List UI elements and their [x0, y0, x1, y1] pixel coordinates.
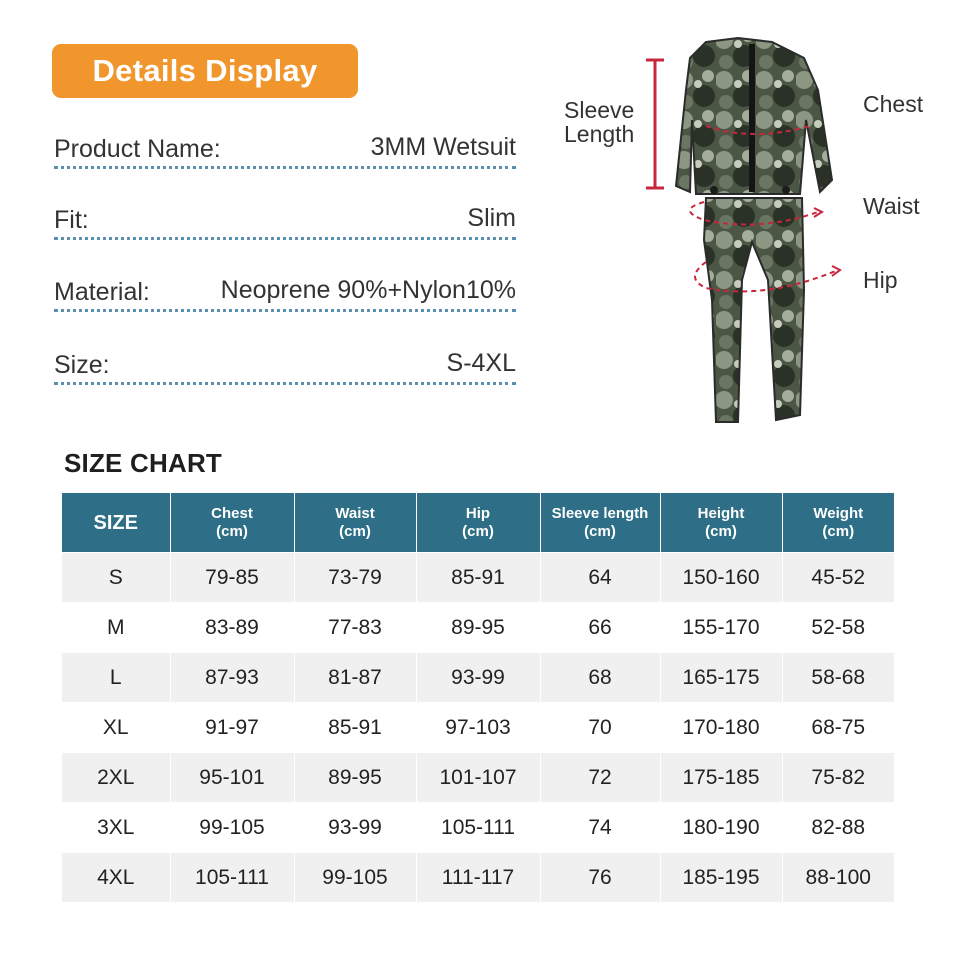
detail-key: Product Name: [54, 135, 221, 163]
column-header [540, 493, 660, 553]
table-cell: 93-99 [294, 803, 416, 853]
table-cell: 73-79 [294, 553, 416, 603]
column-name: SIZE [93, 511, 138, 534]
column-unit: (cm) [584, 522, 616, 540]
waist-label: Waist [863, 193, 920, 219]
size-cell: L [62, 653, 170, 703]
chest-label: Chest [863, 91, 924, 117]
table-cell: 72 [540, 753, 660, 803]
table-cell: 81-87 [294, 653, 416, 703]
column-unit: (cm) [216, 522, 248, 540]
table-cell: 99-105 [294, 853, 416, 903]
size-cell: 4XL [62, 853, 170, 903]
table-cell: 91-97 [170, 703, 294, 753]
column-header [170, 493, 294, 553]
detail-value: S-4XL [446, 349, 516, 377]
table-cell: 185-195 [660, 853, 782, 903]
table-cell: 105-111 [416, 803, 540, 853]
table-cell: 83-89 [170, 603, 294, 653]
table-cell: 74 [540, 803, 660, 853]
size-chart-table [62, 493, 894, 902]
size-chart-body [62, 553, 894, 903]
column-name: Chest [211, 504, 253, 522]
table-cell: 76 [540, 853, 660, 903]
column-unit: (cm) [822, 522, 855, 540]
table-cell: 52-58 [782, 603, 894, 653]
table-cell: 68-75 [782, 703, 894, 753]
table-row [62, 803, 894, 853]
column-name: Weight [813, 504, 864, 522]
column-header [416, 493, 540, 553]
detail-row-fit [54, 203, 516, 240]
table-cell: 88-100 [782, 853, 894, 903]
column-header [62, 493, 170, 553]
detail-value: 3MM Wetsuit [370, 133, 516, 161]
column-header [782, 493, 894, 553]
table-cell: 64 [540, 553, 660, 603]
size-cell: M [62, 603, 170, 653]
table-row [62, 703, 894, 753]
detail-key: Fit: [54, 206, 89, 234]
wetsuit-figure [556, 30, 956, 430]
size-cell: 3XL [62, 803, 170, 853]
table-cell: 155-170 [660, 603, 782, 653]
table-cell: 105-111 [170, 853, 294, 903]
sleeve-length-label: Sleeve Length [564, 97, 635, 147]
column-unit: (cm) [705, 522, 737, 540]
table-cell: 89-95 [294, 753, 416, 803]
hip-label: Hip [863, 267, 898, 293]
size-chart-header [62, 493, 894, 553]
table-cell: 150-160 [660, 553, 782, 603]
table-cell: 93-99 [416, 653, 540, 703]
table-cell: 68 [540, 653, 660, 703]
pants-shape [704, 198, 804, 422]
column-name: Sleeve length [551, 504, 649, 522]
table-cell: 170-180 [660, 703, 782, 753]
size-cell: XL [62, 703, 170, 753]
table-cell: 79-85 [170, 553, 294, 603]
table-cell: 75-82 [782, 753, 894, 803]
table-cell: 101-107 [416, 753, 540, 803]
table-cell: 58-68 [782, 653, 894, 703]
detail-value: Neoprene 90%+Nylon10% [220, 276, 516, 304]
table-cell: 180-190 [660, 803, 782, 853]
table-row [62, 653, 894, 703]
size-cell: 2XL [62, 753, 170, 803]
detail-row-size [54, 348, 516, 385]
table-row [62, 603, 894, 653]
sleeve-length-marker [646, 60, 664, 188]
column-unit: (cm) [462, 522, 494, 540]
table-cell: 175-185 [660, 753, 782, 803]
table-cell: 85-91 [294, 703, 416, 753]
column-header [294, 493, 416, 553]
table-cell: 45-52 [782, 553, 894, 603]
table-row [62, 553, 894, 603]
column-name: Height [697, 504, 745, 522]
detail-value: Slim [467, 204, 516, 232]
table-cell: 97-103 [416, 703, 540, 753]
table-cell: 66 [540, 603, 660, 653]
column-name: Waist [335, 504, 375, 522]
detail-row-product-name [54, 132, 516, 169]
table-cell: 85-91 [416, 553, 540, 603]
table-cell: 99-105 [170, 803, 294, 853]
wetsuit-diagram [556, 30, 956, 430]
table-row [62, 853, 894, 903]
table-cell: 77-83 [294, 603, 416, 653]
table-cell: 165-175 [660, 653, 782, 703]
size-chart-title: SIZE CHART [64, 448, 222, 478]
table-cell: 89-95 [416, 603, 540, 653]
table-cell: 95-101 [170, 753, 294, 803]
table-cell: 70 [540, 703, 660, 753]
column-header [660, 493, 782, 553]
size-cell: S [62, 553, 170, 603]
column-unit: (cm) [339, 522, 371, 540]
details-display-badge: Details Display [52, 44, 358, 98]
table-cell: 82-88 [782, 803, 894, 853]
detail-row-material [54, 275, 516, 312]
table-cell: 87-93 [170, 653, 294, 703]
table-cell: 111-117 [416, 853, 540, 903]
detail-key: Material: [54, 278, 150, 306]
table-row [62, 753, 894, 803]
column-name: Hip [465, 504, 491, 522]
detail-key: Size: [54, 351, 110, 379]
